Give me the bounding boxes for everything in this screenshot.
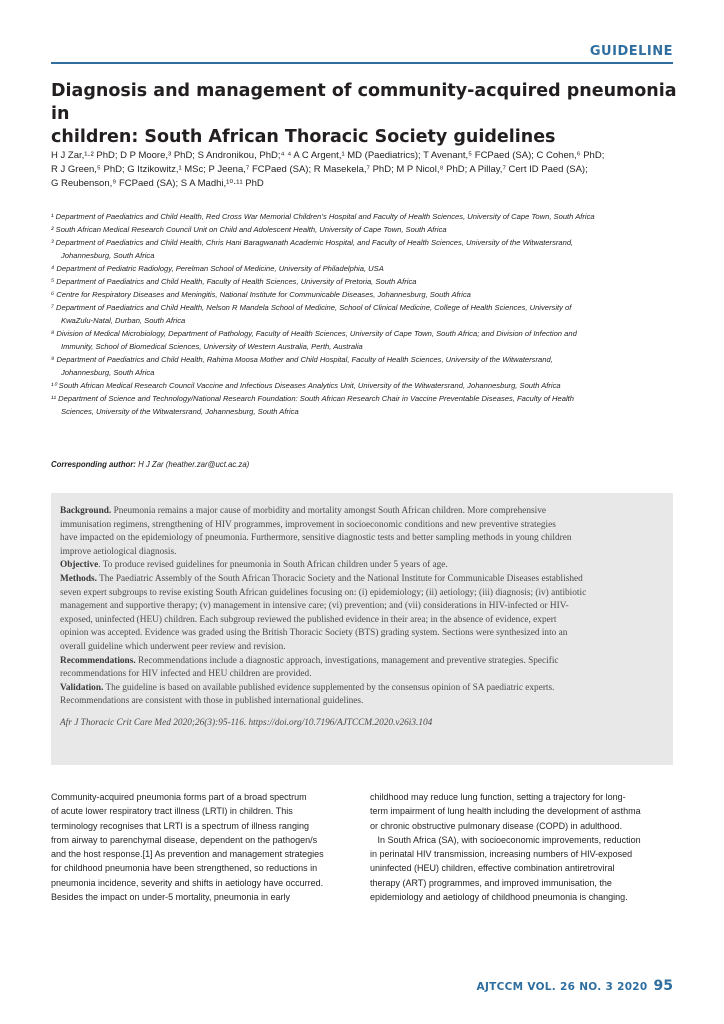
- affiliation-line: ⁶ Centre for Respiratory Diseases and Meningitis, National Institute for Communicable Diseases, Johannesburg, South Africa: [51, 290, 471, 299]
- title-line: children: South African Thoracic Society guidelines: [51, 127, 556, 147]
- body-line: Community-acquired pneumonia forms part of a broad spectrum: [51, 792, 307, 802]
- abstract-line: overall guideline which underwent peer review and revision.: [60, 641, 286, 652]
- abstract-line: Background. Pneumonia remains a major cause of morbidity and mortality amongst South African children. More comprehensive: [60, 506, 547, 516]
- body-line: Besides the impact on under-5 mortality, pneumonia in early: [51, 892, 290, 903]
- body-line: In South Africa (SA), with socioeconomic improvements, reduction: [370, 834, 641, 845]
- abstract-line: Methods. The Paediatric Assembly of the South African Thoracic Society and the National Institute for Communicable Diseases established: [60, 573, 583, 584]
- body-line: for childhood pneumonia have been strengthened, so reductions in: [51, 863, 318, 874]
- body-line: terminology recognises that LRTI is a spectrum of illness ranging: [51, 820, 309, 831]
- body-column-left: [51, 790, 347, 904]
- affiliation-line: ⁹ Department of Paediatrics and Child Health, Rahima Moosa Mother and Child Hospital, Faculty of Health Sciences, University of the Witwatersrand,: [51, 355, 553, 364]
- body-line: term impairment of lung health including the development of asthma: [370, 806, 641, 817]
- body-line: epidemiology and aetiology of childhood pneumonia is changing.: [370, 892, 628, 903]
- body-line: pneumonia incidence, severity and shifts in aetiology have occurred.: [51, 877, 324, 888]
- affiliation-line: ¹⁰ South African Medical Research Council Vaccine and Infectious Diseases Analytics Unit, University of the Witwatersrand, Johannesburg, South Africa: [51, 381, 561, 390]
- author-line: G Reubenson,⁹ FCPaed (SA); S A Madhi,¹⁰·¹¹ PhD: [51, 178, 264, 189]
- abstract-line: exposed, uninfected (HEU) children. Each subgroup reviewed the published evidence in their area; in the absence of evidence, expert: [60, 614, 557, 625]
- validation-label: Validation.: [60, 682, 104, 693]
- affiliation-line: Johannesburg, South Africa: [61, 368, 155, 377]
- page-footer: [477, 975, 673, 994]
- section-label: GUIDELINE: [589, 44, 673, 59]
- abstract-line: seven expert subgroups to revise existing South African guidelines focusing on: (i) epidemiology; (ii) aetiology; (iii) diagnosis; (iv) antibiotic: [60, 587, 587, 598]
- abstract-line: immunisation regimens, strengthening of HIV programmes, improvement in socioeconomic conditions and new preventive strategies: [60, 519, 556, 530]
- affiliation-line: ¹¹ Department of Science and Technology/National Research Foundation: South African Research Chair in Vaccine Preventable Diseases, Faculty of Health: [51, 394, 574, 403]
- corresponding-label: Corresponding author:: [51, 460, 136, 469]
- body-line: or chronic obstructive pulmonary disease (COPD) in adulthood.: [370, 820, 623, 831]
- recommendations-label: Recommendations.: [60, 655, 136, 666]
- abstract-line: improve aetiological diagnosis.: [60, 546, 177, 557]
- abstract-line: Recommendations. Recommendations include a diagnostic approach, investigations, management and preventive strategies. Specific: [60, 655, 559, 666]
- author-line: H J Zar,¹·² PhD; D P Moore,³ PhD; S Andronikou, PhD;⁴ ⁴ A C Argent,¹ MD (Paediatrics); T Avenant,⁵ FCPaed (SA); C Cohen,⁶ PhD;: [51, 150, 605, 161]
- body-line: of acute lower respiratory tract illness (LRTI) in children. This: [51, 806, 293, 817]
- citation: Afr J Thoracic Crit Care Med 2020;26(3):95-116. https://doi.org/10.7196/AJTCCM.2020.v26i3.104: [60, 717, 433, 728]
- corresponding-author: [51, 460, 249, 469]
- affiliation-line: ⁵ Department of Paediatrics and Child Health, Faculty of Health Sciences, University of Pretoria, South Africa: [51, 277, 417, 286]
- body-line: and the host response.[1] As prevention and management strategies: [51, 849, 324, 860]
- abstract-line: Validation. The guideline is based on available published evidence supplemented by the consensus opinion of SA paediatric experts.: [60, 682, 555, 693]
- background-label: Background.: [60, 506, 112, 516]
- abstract-line: Objective. To produce revised guidelines for pneumonia in South African children under 5 years of age.: [60, 560, 448, 571]
- affiliation-line: ³ Department of Paediatrics and Child Health, Chris Hani Baragwanath Academic Hospital, and Faculty of Health Sciences, University of the Witwatersrand,: [51, 238, 574, 247]
- article-title: [51, 80, 681, 149]
- body-line: therapy (ART) programmes, and improved immunisation, the: [370, 877, 612, 888]
- affiliation-line: ² South African Medical Research Council Unit on Child and Adolescent Health, University of Cape Town, South Africa: [51, 225, 447, 234]
- corresponding-text: H J Zar (heather.zar@uct.ac.za): [135, 460, 250, 469]
- title-line: Diagnosis and management of community-acquired pneumonia in: [51, 81, 677, 124]
- affiliation-line: Immunity, School of Biomedical Sciences, University of Western Australia, Perth, Australia: [61, 342, 363, 351]
- affiliation-line: ⁷ Department of Paediatrics and Child Health, Nelson R Mandela School of Medicine, School of Clinical Medicine, College of Health Sciences, University of: [51, 303, 572, 312]
- affiliation-line: KwaZulu-Natal, Durban, South Africa: [61, 316, 186, 325]
- affiliation-line: Johannesburg, South Africa: [61, 251, 155, 260]
- abstract-line: Recommendations are consistent with those in published international guidelines.: [60, 696, 364, 707]
- affiliation-line: ⁴ Department of Pediatric Radiology, Perelman School of Medicine, University of Philadelphia, USA: [51, 264, 384, 273]
- body-line: in perinatal HIV transmission, increasing numbers of HIV-exposed: [370, 849, 633, 860]
- header-rule: [51, 62, 673, 64]
- objective-label: Objective: [60, 560, 99, 571]
- affiliation-line: Sciences, University of the Witwatersrand, Johannesburg, South Africa: [61, 407, 299, 416]
- body-line: uninfected (HEU) children, effective combination antiretroviral: [370, 863, 615, 874]
- abstract-line: have impacted on the epidemiology of pneumonia. Furthermore, sensitive diagnostic tests and better sampling methods in young children: [60, 533, 572, 544]
- affiliations: [51, 210, 681, 418]
- abstract-line: management and supportive therapy; (v) management in intensive care; (vi) prevention; and (vii) considerations in HIV-infected or HIV-: [60, 601, 569, 612]
- abstract-line: opinion was accepted. Evidence was graded using the British Thoracic Society (BTS) grading system. Sections were synthesized into an: [60, 628, 568, 639]
- body-column-right: [370, 790, 666, 904]
- journal-issue: AJTCCM VOL. 26 NO. 3 2020: [476, 981, 648, 993]
- abstract-box: [51, 493, 673, 765]
- affiliation-line: ¹ Department of Paediatrics and Child Health, Red Cross War Memorial Children’s Hospital and Faculty of Health Sciences, University of Cape Town, South Africa: [51, 212, 595, 221]
- abstract-line: recommendations for HIV infected and HEU children are provided.: [60, 669, 312, 680]
- affiliation-line: ⁸ Division of Medical Microbiology, Department of Pathology, Faculty of Health Sciences, University of Cape Town, South Africa; and Division of Infection and: [51, 329, 577, 338]
- body-line: childhood may reduce lung function, setting a trajectory for long-: [370, 792, 626, 802]
- author-line: R J Green,⁵ PhD; G Itzikowitz,¹ MSc; P Jeena,⁷ FCPaed (SA); R Masekela,⁷ PhD; M P Nicol,⁸ PhD; A Pillay,⁷ Cert ID Paed (SA);: [51, 164, 588, 175]
- methods-label: Methods.: [60, 573, 97, 584]
- page-number: 95: [653, 978, 673, 994]
- author-list: [51, 149, 681, 191]
- body-line: from airway to parenchymal disease, dependent on the pathogen/s: [51, 834, 318, 845]
